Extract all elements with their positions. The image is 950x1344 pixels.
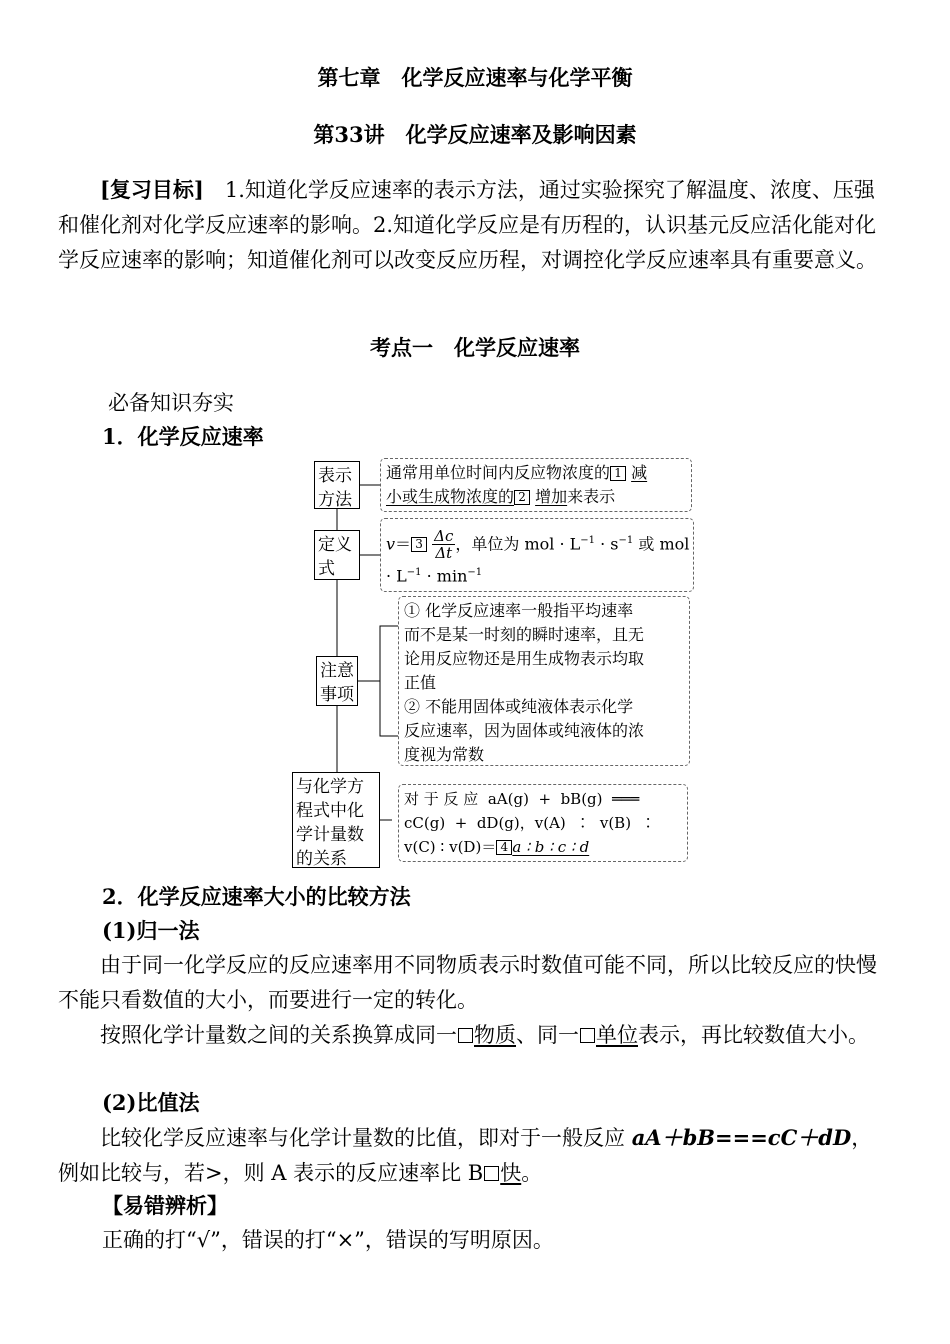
superscript: −1	[467, 567, 483, 578]
method1-paragraph-1: 由于同一化学反应的反应速率用不同物质表示时数值可能不同，所以比较反应的快慢不能只看数值的大小，而要进行一定的转化。	[58, 953, 877, 1012]
box-stoichiometry	[398, 784, 688, 862]
text-run: ，例如比较与，若>，则 A 表示的反应速率比 B	[58, 1126, 873, 1185]
blank-box	[580, 1028, 595, 1043]
note-line: 反应速率，因为固体或纯液体的浓	[404, 721, 645, 740]
blank-answer: 减	[631, 463, 648, 482]
node-line: 与化学方	[296, 777, 364, 797]
fraction-denominator: Δt	[435, 544, 453, 563]
unit-text: · min	[421, 566, 468, 586]
relation-line: cC(g) + dD(g)，v(A) ∶ v(B) ∶	[404, 814, 656, 832]
blank-box	[484, 1166, 499, 1181]
superscript: −1	[580, 535, 596, 546]
superscript: −1	[618, 535, 634, 546]
blank-answer: 物质	[474, 1023, 516, 1047]
unit-text: 或 mol	[633, 534, 690, 554]
node-line: 表示	[318, 466, 352, 486]
box1-text: 小或生成物浓度的	[386, 487, 515, 506]
unit-text: ，单位为 mol · L	[455, 534, 581, 554]
node-line: 定义	[318, 535, 352, 555]
rate-symbol: v	[386, 534, 396, 554]
chapter-title: 第七章 化学反应速率与化学平衡	[317, 65, 633, 90]
blank-answer: 单位	[596, 1023, 638, 1047]
node-notes	[316, 656, 358, 706]
equals-sign: ＝	[395, 534, 412, 554]
heading-2: 2．化学反应速率大小的比较方法	[102, 884, 411, 909]
text-run: 表示，再比较数值大小。	[638, 1023, 869, 1047]
relation-text: v(C) ∶ v(D)＝	[404, 838, 497, 856]
node-line: 式	[318, 559, 335, 579]
rate-fraction	[432, 528, 455, 561]
node-line: 学计量数	[296, 825, 364, 845]
text-run: 比较化学反应速率与化学计量数的比值，即对于一般反应	[100, 1126, 632, 1150]
note-line: 而不是某一时刻的瞬时速率，且无	[404, 625, 645, 644]
blank-answer: 增加	[535, 487, 568, 506]
lecture-title: 第33讲 化学反应速率及影响因素	[313, 122, 637, 147]
node-stoichiometry	[292, 772, 380, 868]
relation-line: 对 于 反 应 aA(g) + bB(g) ═══	[404, 790, 640, 808]
blank-answer: 快	[500, 1161, 522, 1185]
node-definition	[314, 530, 360, 580]
box-notes	[398, 596, 690, 766]
review-goals-text: 1.知道化学反应速率的表示方法，通过实验探究了解温度、浓度、压强和催化剂对化学反应速率的影响。2.知道化学反应是有历程的，认识基元反应活化能对化学反应速率的影响；知道催化剂可以改变反应历程，对调控化学反应速率具有重要意义。	[58, 178, 877, 272]
reaction-equation: aA＋bB===cC＋dD	[631, 1125, 852, 1150]
blank-number: 4	[496, 840, 512, 855]
text-run: 。	[521, 1161, 543, 1185]
note-line: 度视为常数	[404, 745, 485, 764]
note-line: ② 不能用固体或纯液体表示化学	[404, 697, 634, 716]
box-definition	[380, 518, 694, 592]
method2-title: (2)比值法	[102, 1090, 200, 1115]
review-goals-label: [复习目标]	[100, 177, 204, 202]
node-line: 注意	[320, 661, 354, 681]
text-run: 按照化学计量数之间的关系换算成同一	[100, 1023, 457, 1047]
node-line: 方法	[318, 490, 352, 510]
section-title: 考点一 化学反应速率	[370, 335, 580, 360]
unit-text: · L	[386, 566, 407, 586]
method2-paragraph	[58, 1120, 893, 1191]
knowledge-heading: 必备知识夯实	[108, 391, 234, 415]
box-representation	[380, 458, 692, 512]
note-line: 论用反应物还是用生成物表示均取	[404, 649, 645, 668]
note-line: 正值	[404, 673, 437, 692]
method1-paragraph-2	[58, 1018, 893, 1053]
box1-text: 来表示	[567, 487, 616, 506]
blank-number: 1	[610, 466, 626, 481]
node-line: 程式中化	[296, 801, 364, 821]
node-representation	[314, 461, 360, 509]
fraction-numerator: Δc	[434, 527, 454, 546]
box1-text: 通常用单位时间内反应物浓度的	[386, 463, 611, 482]
note-line: ① 化学反应速率一般指平均速率	[404, 601, 634, 620]
method1-title: (1)归一法	[102, 918, 200, 943]
blank-answer: a ∶ b ∶ c ∶ d	[512, 838, 590, 856]
unit-text: · s	[595, 534, 619, 554]
node-line: 的关系	[296, 849, 347, 869]
node-line: 事项	[320, 685, 354, 705]
blank-number: 3	[411, 537, 427, 552]
text-run: 、同一	[516, 1023, 579, 1047]
error-heading: 【易错辨析】	[102, 1193, 228, 1218]
blank-number: 2	[514, 490, 530, 505]
superscript: −1	[406, 567, 422, 578]
error-intro: 正确的打“√”，错误的打“×”，错误的写明原因。	[102, 1228, 554, 1252]
heading-1: 1．化学反应速率	[102, 424, 264, 449]
blank-box	[458, 1028, 473, 1043]
